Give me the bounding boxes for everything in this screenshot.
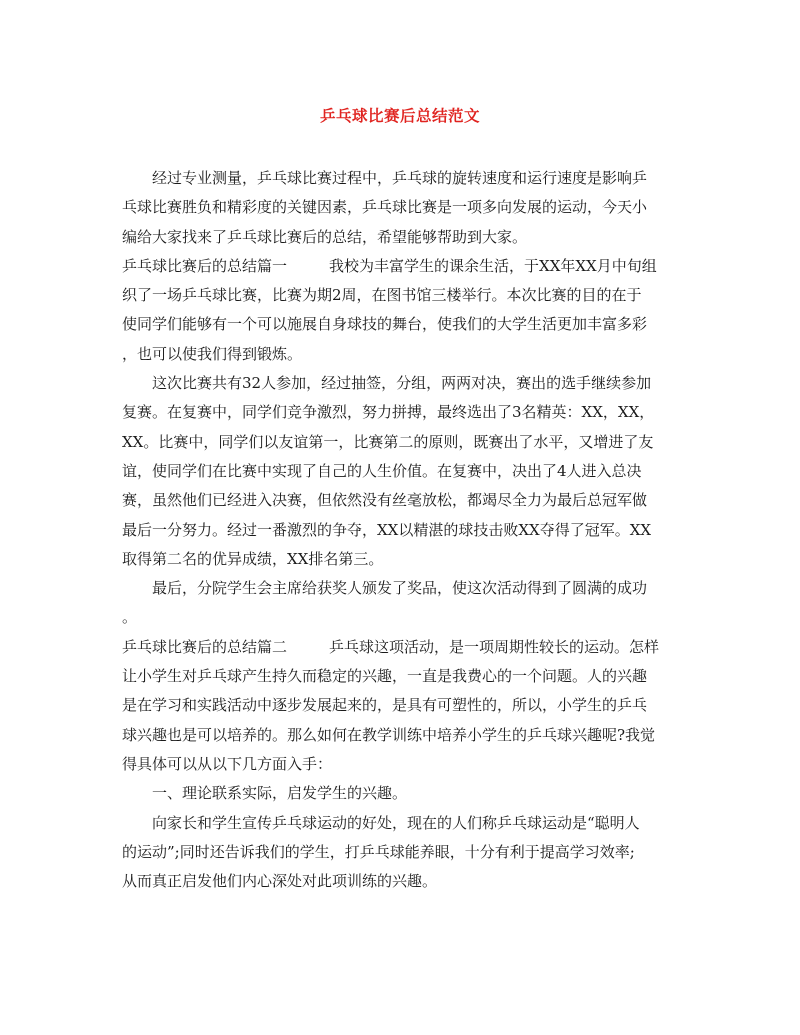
- line-text: 乓球比赛胜负和精彩度的关键因素，乒乓球比赛是一项多向发展的运动，今天小: [122, 198, 648, 217]
- text-line: [122, 779, 678, 808]
- line-text: 。: [122, 608, 138, 627]
- text-line: [122, 223, 678, 252]
- text-line: [122, 310, 678, 339]
- text-line: [122, 486, 678, 515]
- line-text: 复赛。在复赛中，同学们竞争激烈，努力拼搏，最终选出了3名精英：XX，XX，: [122, 403, 655, 422]
- text-line: [122, 516, 678, 545]
- text-line: [122, 193, 678, 222]
- line-text: 取得第二名的优异成绩，XX排名第三。: [122, 549, 384, 568]
- text-line: [122, 369, 678, 398]
- text-line: [122, 750, 678, 779]
- text-line: [122, 633, 678, 662]
- text-line: [122, 603, 678, 632]
- document-body: [122, 164, 678, 896]
- line-text: 使同学们能够有一个可以施展自身球技的舞台，使我们的大学生活更加丰富多彩: [122, 315, 648, 334]
- line-text: 从而真正启发他们内心深处对此项训练的兴趣。: [122, 872, 438, 891]
- text-line: [122, 428, 678, 457]
- text-line: [122, 574, 678, 603]
- line-text: 经过专业测量，乒乓球比赛过程中，乒乓球的旋转速度和运行速度是影响乒: [152, 169, 648, 187]
- text-line: [122, 691, 678, 720]
- line-text: 球兴趣也是可以培养的。那么如何在教学训练中培养小学生的乒乓球兴趣呢?我觉: [122, 725, 656, 744]
- text-line: [122, 545, 678, 574]
- line-text: 乒乓球这项活动，是一项周期性较长的运动。怎样: [329, 637, 660, 656]
- line-text: 的运动”;同时还告诉我们的学生，打乒乓球能养眼，十分有利于提高学习效率;: [122, 842, 635, 861]
- line-text: 最后一分努力。经过一番激烈的争夺，XX以精湛的球技击败XX夺得了冠军。XX: [122, 520, 652, 539]
- text-line: [122, 662, 678, 691]
- line-text: 这次比赛共有32人参加，经过抽签，分组，两两对决，赛出的选手继续参加: [152, 374, 652, 393]
- text-line: [122, 867, 678, 896]
- line-text: 一、理论联系实际，启发学生的兴趣。: [152, 784, 408, 803]
- line-text: 最后，分院学生会主席给获奖人颁发了奖品，使这次活动得到了圆满的成功: [152, 579, 648, 598]
- text-line: [122, 809, 678, 838]
- line-text: 我校为丰富学生的课余生活，于XX年XX月中旬组: [329, 256, 657, 275]
- text-line: [122, 838, 678, 867]
- text-line: [122, 252, 678, 281]
- text-line: [122, 721, 678, 750]
- text-line: [122, 281, 678, 310]
- line-text: ，也可以使我们得到锻炼。: [122, 344, 303, 363]
- text-line: [122, 398, 678, 427]
- line-text: 编给大家找来了乒乓球比赛后的总结，希望能够帮助到大家。: [122, 227, 528, 246]
- line-text: 得具体可以从以下几方面入手：: [122, 754, 333, 773]
- section-heading: 乒乓球比赛后的总结篇一: [122, 256, 288, 275]
- line-text: 赛，虽然他们已经进入决赛，但依然没有丝毫放松，都竭尽全力为最后总冠军做: [122, 491, 648, 510]
- document-title: 乒乓球比赛后总结范文: [319, 106, 480, 125]
- text-line: [122, 340, 678, 369]
- text-line: [122, 457, 678, 486]
- line-text: 谊，使同学们在比赛中实现了自己的人生价值。在复赛中，决出了4人进入总决: [122, 461, 642, 480]
- line-text: 让小学生对乒乓球产生持久而稳定的兴趣，一直是我费心的一个问题。人的兴趣: [122, 667, 648, 686]
- line-text: 向家长和学生宣传乒乓球运动的好处，现在的人们称乒乓球运动是“聪明人: [152, 813, 640, 832]
- line-text: XX。比赛中，同学们以友谊第一，比赛第二的原则，既赛出了水平，又增进了友: [122, 432, 654, 451]
- line-text: 织了一场乒乓球比赛，比赛为期2周，在图书馆三楼举行。本次比赛的目的在于: [122, 286, 642, 305]
- section-heading: 乒乓球比赛后的总结篇二: [122, 637, 288, 656]
- text-line: [122, 164, 678, 193]
- line-text: 是在学习和实践活动中逐步发展起来的，是具有可塑性的，所以，小学生的乒乓: [122, 696, 648, 715]
